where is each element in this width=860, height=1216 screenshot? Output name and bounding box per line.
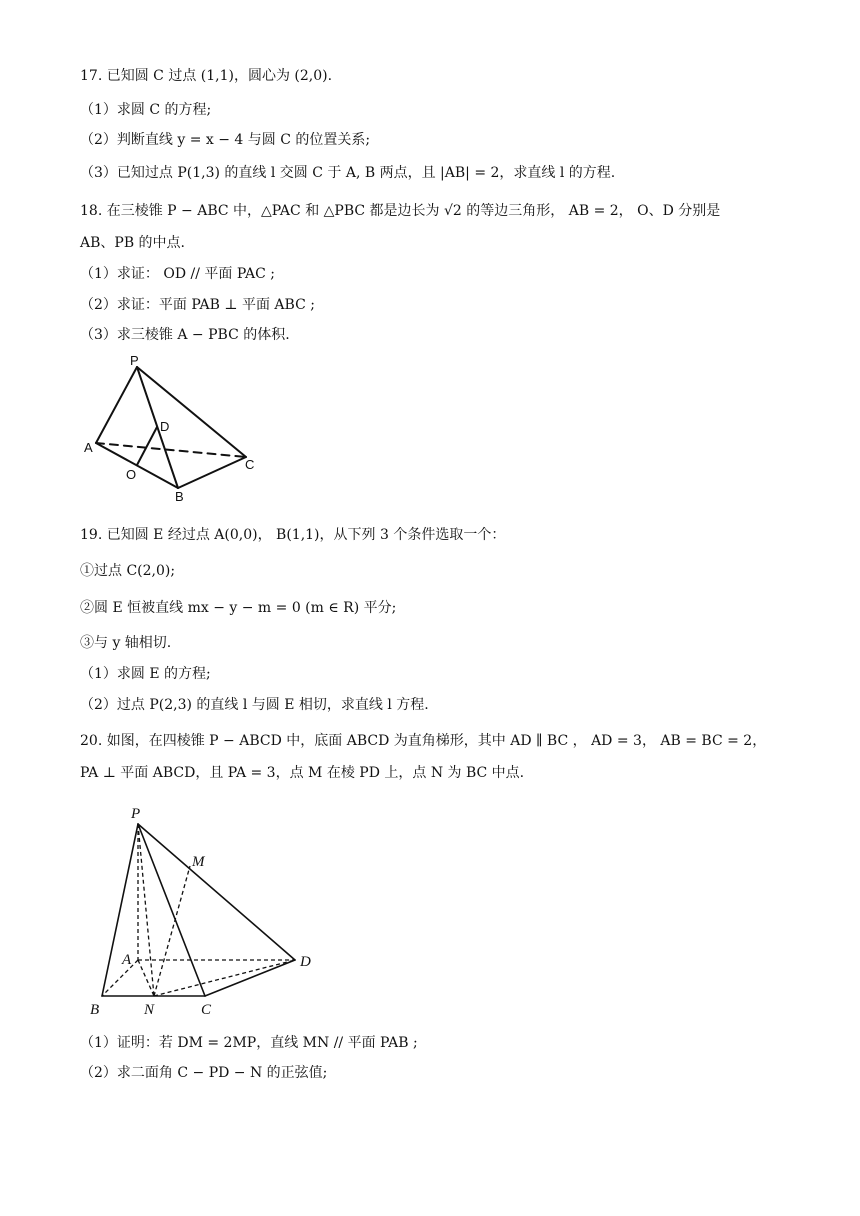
label-M: M [192,854,205,870]
q19-condition1: ①过点 C(2,0); [80,563,176,579]
q18-tetrahedron-figure [80,355,270,505]
segment-PN-hidden [138,824,154,996]
label-P: P [130,355,139,368]
q18-title-cont: AB、PB 的中点. [80,235,186,251]
label-C: C [201,1002,212,1018]
label-A: A [84,440,93,455]
label-C: C [245,457,255,472]
edge-PD [138,824,295,960]
label-D: D [300,954,311,970]
q19-part2: （2）过点 P(2,3) 的直线 l 与圆 E 相切，求直线 l 方程. [80,697,429,713]
q17-part2: （2）判断直线 y = x − 4 与圆 C 的位置关系; [80,132,371,148]
label-D: D [160,419,170,434]
q19-title: 19. 已知圆 E 经过点 A(0,0)， B(1,1)，从下列 3 个条件选取一个： [80,527,506,543]
q17-title: 17. 已知圆 C 过点 (1,1)，圆心为 (2,0). [80,68,333,84]
edge-CD [205,960,295,996]
q20-title-cont: PA ⊥ 平面 ABCD，且 PA = 3，点 M 在棱 PD 上，点 N 为 BC 中点. [80,765,525,781]
edge-PC [137,367,246,457]
label-B: B [90,1002,100,1018]
segment-NM-hidden [154,866,190,996]
q19-condition2: ②圆 E 恒被直线 mx − y − m = 0 (m ∈ R) 平分; [80,600,397,616]
label-N: N [144,1002,155,1018]
q20-part1: （1）证明：若 DM = 2MP，直线 MN // 平面 PAB ; [80,1035,418,1051]
edge-BC [178,457,246,488]
label-B: B [175,489,184,504]
edge-PA [96,367,137,443]
q18-part2: （2）求证：平面 PAB ⊥ 平面 ABC ; [80,297,315,313]
edge-AB-hidden [102,960,138,996]
q18-title: 18. 在三棱锥 P − ABC 中，△PAC 和 △PBC 都是边长为 √2 的等边三角形， AB = 2， O、D 分别是 [80,203,721,219]
label-P: P [131,806,141,822]
q18-part1: （1）求证： OD // 平面 PAC ; [80,266,275,282]
q20-title: 20. 如图，在四棱锥 P − ABCD 中，底面 ABCD 为直角梯形，其中 AD ∥ BC ， AD = 3， AB = BC = 2， [80,733,767,749]
q18-part3: （3）求三棱锥 A − PBC 的体积. [80,327,290,343]
q17-part1: （1）求圆 C 的方程; [80,102,212,118]
segment-ND-hidden [154,960,295,996]
label-O: O [126,467,137,482]
edge-PC [138,824,205,996]
q19-condition3: ③与 y 轴相切. [80,635,172,651]
q19-part1: （1）求圆 E 的方程; [80,666,211,682]
q20-part2: （2）求二面角 C − PD − N 的正弦值; [80,1065,328,1081]
label-A: A [122,952,132,968]
segment-OD [137,427,157,465]
q20-pyramid-figure [80,798,330,1023]
q17-part3: （3）已知过点 P(1,3) 的直线 l 交圆 C 于 A, B 两点，且 |AB| = 2，求直线 l 的方程. [80,165,616,181]
edge-PB [102,824,138,996]
